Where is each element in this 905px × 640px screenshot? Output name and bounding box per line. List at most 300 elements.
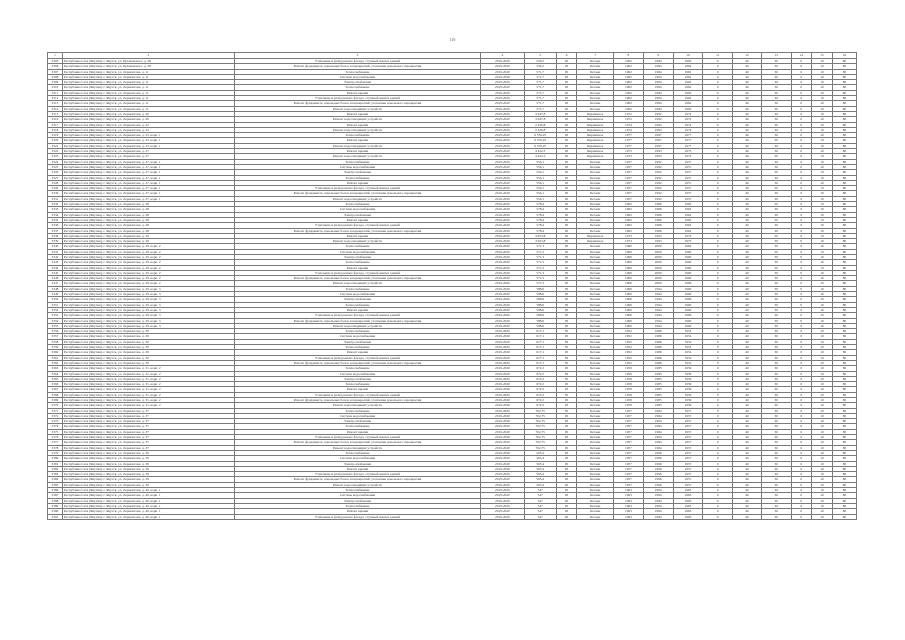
table-cell: 30 (761, 387, 791, 392)
table-cell: 0 (791, 360, 812, 365)
table-cell: 95 (556, 477, 577, 482)
table-cell: Бетонн (577, 228, 614, 233)
table-cell: 0 (703, 175, 733, 180)
table-cell: 80 (832, 133, 856, 138)
table-cell: 1959 (673, 403, 703, 408)
table-cell: 1996 (643, 461, 673, 466)
table-cell: Ремонт крыши (234, 217, 480, 222)
table-cell: Бетонн (577, 292, 614, 297)
table-cell: 2019-2020 (481, 307, 525, 312)
table-cell: 2019-2020 (481, 196, 525, 201)
table-cell: 1952 (614, 339, 644, 344)
table-cell: Бетонн (577, 419, 614, 424)
table-cell: 1960 (673, 313, 703, 318)
table-cell: Электроснабжение (234, 419, 480, 424)
table-cell: 1960 (614, 286, 644, 291)
table-cell: Республика Саха (Якутия), г. Якутск, ул. Лермонтова, д. 37 (62, 440, 234, 445)
table-cell: 1977 (614, 143, 644, 148)
table-cell: 1962 (614, 223, 644, 228)
table-cell: 0 (791, 307, 812, 312)
table-cell: 3368 (48, 392, 63, 397)
table-cell: Бетонн (577, 69, 614, 74)
table-cell: 95 (556, 440, 577, 445)
table-cell: 1960 (614, 260, 644, 265)
table-cell: 0 (791, 254, 812, 259)
table-cell: 10 (812, 202, 833, 207)
table-cell: Бетонн (577, 429, 614, 434)
table-cell: 10 (812, 366, 833, 371)
table-cell: 30 (761, 503, 791, 508)
table-cell: 10 (812, 509, 833, 514)
table-cell: Бетонн (577, 503, 614, 508)
table-cell: 80 (832, 96, 856, 101)
table-cell: 30 (761, 117, 791, 122)
table-cell: 1957 (614, 461, 644, 466)
table-cell: 95 (556, 360, 577, 365)
table-cell: 10 (812, 207, 833, 212)
table-cell: 1994 (643, 127, 673, 132)
table-cell: Электроснабжение (234, 297, 480, 302)
table-cell: 1974 (614, 127, 644, 132)
table-cell: 95 (556, 302, 577, 307)
table-cell: 40 (733, 509, 762, 514)
table-cell: Республика Саха (Якутия), г. Якутск, ул. Лермонтова, д. 27, корп. 1 (62, 170, 234, 175)
table-cell: Республика Саха (Якутия), г. Якутск, ул. Лермонтова, д. 27, корп. 1 (62, 164, 234, 169)
table-cell: 10 (812, 307, 833, 312)
table-cell: 1952 (614, 329, 644, 334)
table-cell: 1959 (614, 387, 644, 392)
table-cell: Система водоснабжения (234, 334, 480, 339)
table-cell: 3333 (48, 207, 63, 212)
table-cell: 3366 (48, 382, 63, 387)
table-cell: 40 (733, 493, 762, 498)
table-cell: Теплоснабжение (234, 302, 480, 307)
table-cell: Бетонн (577, 212, 614, 217)
table-cell: 1957 (614, 466, 644, 471)
table-cell: 672,2 (524, 382, 556, 387)
table-cell: 0 (791, 382, 812, 387)
table-cell: 40 (733, 302, 762, 307)
table-cell: Республика Саха (Якутия), г. Якутск, ул. Лермонтова, д. 27, корп. 1 (62, 186, 234, 191)
table-cell: 702,75 (524, 435, 556, 440)
table-cell: 0 (791, 350, 812, 355)
table-cell: Кирпичное (577, 111, 614, 116)
table-cell: 1962 (673, 217, 703, 222)
table-cell: 30 (761, 292, 791, 297)
table-cell: 95 (556, 350, 577, 355)
table-cell: Республика Саха (Якутия), г. Якутск, ул. Лермонтова, д. 23, корп. 1 (62, 133, 234, 138)
table-cell: 0 (791, 191, 812, 196)
table-cell: Республика Саха (Якутия), г. Якутск, ул. Лермонтова, д. 40, корп. 1 (62, 509, 234, 514)
table-cell: 10 (812, 514, 833, 519)
table-cell: 3376 (48, 435, 63, 440)
table-cell: 0 (791, 435, 812, 440)
table-cell: Бетонн (577, 339, 614, 344)
table-cell: Республика Саха (Якутия), г. Якутск, ул. Лермонтова, д. 23, корп. 1 (62, 138, 234, 143)
table-cell: 2019-2020 (481, 143, 525, 148)
table-cell: 3322 (48, 149, 63, 154)
table-cell: 3364 (48, 371, 63, 376)
table-cell: 80 (832, 154, 856, 159)
table-cell: 30 (761, 366, 791, 371)
table-cell: 588,6 (524, 286, 556, 291)
table-cell: Бетонн (577, 403, 614, 408)
table-cell: 30 (761, 74, 791, 79)
table-cell: 3373 (48, 419, 63, 424)
table-cell: 30 (761, 334, 791, 339)
table-cell: 0 (791, 111, 812, 116)
table-cell: 80 (832, 286, 856, 291)
table-cell: 1960 (673, 244, 703, 249)
table-cell: 1985 (643, 403, 673, 408)
table-cell: 2019-2020 (481, 138, 525, 143)
table-cell: 10 (812, 276, 833, 281)
table-cell: 2019-2020 (481, 286, 525, 291)
table-cell: Республика Саха (Якутия), г. Якутск, ул. Лермонтова, д. 11 (62, 106, 234, 111)
table-cell: 95 (556, 450, 577, 455)
table-cell: Бетонн (577, 217, 614, 222)
table-cell: 80 (832, 376, 856, 381)
table-cell: 40 (733, 228, 762, 233)
table-cell: 1957 (614, 180, 644, 185)
table-cell: 3335 (48, 217, 63, 222)
table-cell: 1973 (673, 149, 703, 154)
table-cell: Республика Саха (Якутия), г. Якутск, ул. Лермонтова, д. 27, корп. 1 (62, 159, 234, 164)
table-cell: 95 (556, 164, 577, 169)
table-cell: 10 (812, 159, 833, 164)
table-cell: 0 (791, 429, 812, 434)
table-cell: 1957 (673, 477, 703, 482)
table-cell: 1984 (643, 440, 673, 445)
table-cell: 40 (733, 212, 762, 217)
table-cell: 30 (761, 371, 791, 376)
table-cell: 30 (761, 514, 791, 519)
table-cell: 0 (791, 196, 812, 201)
table-cell: Республика Саха (Якутия), г. Якутск, ул. Лермонтова, д. 27 (62, 154, 234, 159)
table-cell: 571,3 (524, 281, 556, 286)
table-cell: 95 (556, 138, 577, 143)
table-cell: 2019-2020 (481, 149, 525, 154)
table-cell: 10 (812, 122, 833, 127)
table-cell: 3332 (48, 202, 63, 207)
table-cell: 0 (703, 186, 733, 191)
table-cell: 6 576,25 (524, 138, 556, 143)
table-cell: 95 (556, 445, 577, 450)
table-cell: 1957 (673, 456, 703, 461)
table-cell: 40 (733, 117, 762, 122)
table-cell: 2019-2020 (481, 509, 525, 514)
table-cell: 571,3 (524, 249, 556, 254)
table-cell: 1952 (673, 339, 703, 344)
table-cell: Ремонт крыши (234, 265, 480, 270)
table-cell: 40 (733, 371, 762, 376)
table-cell: 10 (812, 59, 833, 64)
table-cell: 10 (812, 191, 833, 196)
table-cell: 30 (761, 323, 791, 328)
table-cell: 1994 (643, 286, 673, 291)
table-cell: 80 (832, 392, 856, 397)
table-cell: Бетонн (577, 509, 614, 514)
table-cell: 588,6 (524, 318, 556, 323)
table-cell: 40 (733, 170, 762, 175)
table-cell: 40 (733, 403, 762, 408)
table-cell: 1962 (673, 74, 703, 79)
table-cell: 30 (761, 472, 791, 477)
table-cell: 0 (791, 64, 812, 69)
table-cell: 0 (703, 202, 733, 207)
table-cell: 0 (703, 143, 733, 148)
table-cell: 2019-2020 (481, 429, 525, 434)
table-cell: 1963 (673, 514, 703, 519)
table-cell: Система водоснабжения (234, 249, 480, 254)
table-cell: 578,4 (524, 223, 556, 228)
table-cell: 10 (812, 461, 833, 466)
table-cell: 30 (761, 435, 791, 440)
table-cell: 30 (761, 488, 791, 493)
table-cell: 40 (733, 69, 762, 74)
table-cell: 3346 (48, 276, 63, 281)
table-cell: 1985 (643, 376, 673, 381)
table-cell: 1962 (614, 85, 644, 90)
table-cell: Утепление и (или) ремонт фасада, ступеней жилых зданий (234, 355, 480, 360)
table-cell: 1962 (614, 90, 644, 95)
table-cell: 80 (832, 350, 856, 355)
table-cell: 30 (761, 159, 791, 164)
table-cell: 40 (733, 392, 762, 397)
table-cell: 0 (703, 239, 733, 244)
table-cell: 1957 (614, 482, 644, 487)
table-cell: 30 (761, 186, 791, 191)
table-cell: 30 (761, 265, 791, 270)
table-cell: 3357 (48, 334, 63, 339)
table-cell: 0 (791, 244, 812, 249)
table-cell: 80 (832, 239, 856, 244)
table-cell: 1952 (614, 350, 644, 355)
table-cell: 10 (812, 180, 833, 185)
table-cell: Система водоснабжения (234, 493, 480, 498)
table-cell: 30 (761, 286, 791, 291)
table-cell: 95 (556, 217, 577, 222)
table-cell: 617,1 (524, 339, 556, 344)
table-cell: 40 (733, 440, 762, 445)
table-cell: Бетонн (577, 186, 614, 191)
table-cell: 1984 (643, 498, 673, 503)
table-cell: 1962 (673, 101, 703, 106)
table-cell: 0 (791, 323, 812, 328)
table-cell: 10 (812, 297, 833, 302)
table-cell: 1960 (614, 249, 644, 254)
table-cell: 2019-2020 (481, 345, 525, 350)
table-cell: Теплоснабжение (234, 260, 480, 265)
table-cell: 40 (733, 419, 762, 424)
table-cell: 1984 (643, 85, 673, 90)
table-cell: 95 (556, 260, 577, 265)
table-cell: 80 (832, 80, 856, 85)
table-cell: Республика Саха (Якутия), г. Якутск, ул. Лермонтова, д. 11 (62, 80, 234, 85)
table-cell: Республика Саха (Якутия), г. Якутск, ул. Лермонтова, д. 37 (62, 445, 234, 450)
table-cell: Система водоснабжения (234, 164, 480, 169)
table-cell: 80 (832, 212, 856, 217)
table-cell: 0 (791, 472, 812, 477)
table-cell: 30 (761, 254, 791, 259)
table-cell: 95 (556, 239, 577, 244)
table-cell: 40 (733, 85, 762, 90)
table-cell: 0 (791, 302, 812, 307)
table-cell: 30 (761, 149, 791, 154)
table-cell: 0 (703, 413, 733, 418)
table-cell: 80 (832, 59, 856, 64)
table-cell: Республика Саха (Якутия), г. Якутск, ул. Лермонтова, д. 31, корп. 2 (62, 392, 234, 397)
table-cell: 10 (812, 85, 833, 90)
table-cell: 10 (812, 233, 833, 238)
table-cell: Бетонн (577, 276, 614, 281)
table-cell: Электроснабжение (234, 461, 480, 466)
table-cell: 1974 (673, 127, 703, 132)
table-cell: 95 (556, 223, 577, 228)
table-cell: 10 (812, 350, 833, 355)
table-cell: Республика Саха (Якутия), г. Якутск, ул. Лермонтова, д. 27, корп. 1 (62, 191, 234, 196)
table-cell: 1986 (643, 223, 673, 228)
table-cell: 2019-2020 (481, 392, 525, 397)
table-cell: Ремонт фундамента, цокольных балок и перекрытий, утепление цокольного перекрытия (234, 276, 480, 281)
table-cell: 80 (832, 334, 856, 339)
table-cell: 0 (791, 127, 812, 132)
table-cell: 2019-2020 (481, 387, 525, 392)
table-cell: 0 (791, 286, 812, 291)
table-cell: 10 (812, 408, 833, 413)
table-cell: 1972 (614, 117, 644, 122)
table-cell: 10 (812, 435, 833, 440)
table-cell: Бетонн (577, 281, 614, 286)
table-cell: 95 (556, 90, 577, 95)
table-cell: 1993 (643, 233, 673, 238)
table-cell: 30 (761, 270, 791, 275)
table-cell: 80 (832, 111, 856, 116)
table-cell: 1962 (673, 59, 703, 64)
table-cell: 80 (832, 90, 856, 95)
table-cell: 1957 (673, 170, 703, 175)
table-cell: 3321 (48, 143, 63, 148)
table-cell: 30 (761, 96, 791, 101)
table-cell: 80 (832, 493, 856, 498)
table-cell: 571,7 (524, 80, 556, 85)
table-cell: 0 (791, 355, 812, 360)
table-cell: 95 (556, 345, 577, 350)
table-cell: 3371 (48, 408, 63, 413)
table-cell: 2019-2020 (481, 101, 525, 106)
table-cell: 702,75 (524, 424, 556, 429)
table-cell: 1957 (614, 424, 644, 429)
table-cell: 1952 (673, 355, 703, 360)
table-body (48, 59, 857, 520)
table-cell: Республика Саха (Якутия), г. Якутск, ул. Лермонтова, д. 29, корп. 2 (62, 270, 234, 275)
table-cell: 3327 (48, 175, 63, 180)
table-cell: 30 (761, 111, 791, 116)
table-cell: 40 (733, 265, 762, 270)
table-cell: 10 (812, 186, 833, 191)
table-cell: 80 (832, 265, 856, 270)
table-cell: 95 (556, 419, 577, 424)
table-cell: 1985 (643, 366, 673, 371)
table-cell: 547 (524, 509, 556, 514)
table-cell: 95 (556, 329, 577, 334)
table-cell: Бетонн (577, 398, 614, 403)
table-cell: Республика Саха (Якутия), г. Якутск, ул. Лермонтова, д. 31, корп. 2 (62, 366, 234, 371)
table-cell: 1952 (614, 334, 644, 339)
table-cell: 3314 (48, 106, 63, 111)
table-cell: 0 (703, 408, 733, 413)
table-cell: 0 (703, 212, 733, 217)
table-cell: 1984 (643, 69, 673, 74)
table-cell: 40 (733, 154, 762, 159)
column-header: 9 (643, 53, 673, 59)
table-cell: 80 (832, 403, 856, 408)
table-cell: 0 (791, 445, 812, 450)
table-cell: 1960 (614, 265, 644, 270)
column-header: 14 (791, 53, 812, 59)
table-cell: 40 (733, 286, 762, 291)
table-cell: 80 (832, 488, 856, 493)
table-cell: 3353 (48, 313, 63, 318)
table-cell: 10 (812, 154, 833, 159)
table-cell: 80 (832, 413, 856, 418)
table-cell: 0 (703, 149, 733, 154)
table-cell: 1960 (614, 292, 644, 297)
column-header: 12 (733, 53, 762, 59)
table-cell: 1952 (673, 360, 703, 365)
table-cell: 0 (791, 281, 812, 286)
table-cell: 10 (812, 149, 833, 154)
table-cell: 1984 (643, 419, 673, 424)
table-cell: 10 (812, 345, 833, 350)
table-cell: 2019-2020 (481, 127, 525, 132)
table-cell: Республика Саха (Якутия), г. Якутск, ул. Лермонтова, д. 11 (62, 96, 234, 101)
table-cell: 1957 (673, 164, 703, 169)
table-cell: 3351 (48, 302, 63, 307)
table-cell: 3359 (48, 345, 63, 350)
table-cell: 1963 (614, 503, 644, 508)
table-cell: 0 (791, 217, 812, 222)
table-cell: 2 436,8 (524, 122, 556, 127)
table-cell: Утепление и (или) ремонт фасада, ступеней жилых зданий (234, 270, 480, 275)
table-cell: Бетонн (577, 440, 614, 445)
table-cell: Республика Саха (Якутия), г. Якутск, ул. Лермонтова, д. 20 (62, 111, 234, 116)
table-cell: 40 (733, 292, 762, 297)
table-cell: 0 (791, 175, 812, 180)
table-cell: 1997 (643, 133, 673, 138)
table-cell: 0 (791, 408, 812, 413)
table-cell: 1960 (614, 270, 644, 275)
table-cell: 40 (733, 387, 762, 392)
table-cell: 80 (832, 106, 856, 111)
table-cell: 1957 (614, 159, 644, 164)
table-cell: 571,3 (524, 265, 556, 270)
table-cell: Теплоснабжение (234, 408, 480, 413)
table-cell: 0 (703, 154, 733, 159)
table-cell: 0 (791, 318, 812, 323)
table-cell: 40 (733, 90, 762, 95)
table-cell: 1957 (673, 413, 703, 418)
table-cell: 10 (812, 376, 833, 381)
table-cell: 40 (733, 207, 762, 212)
table-cell: Ремонт фундамента, цокольных балок и перекрытий, утепление цокольного перекрытия (234, 398, 480, 403)
table-cell: 3315 (48, 111, 63, 116)
table-cell: 80 (832, 408, 856, 413)
table-cell: 2019-2020 (481, 228, 525, 233)
table-cell: 1977 (673, 133, 703, 138)
table-cell: 40 (733, 106, 762, 111)
table-cell: Бетонн (577, 196, 614, 201)
